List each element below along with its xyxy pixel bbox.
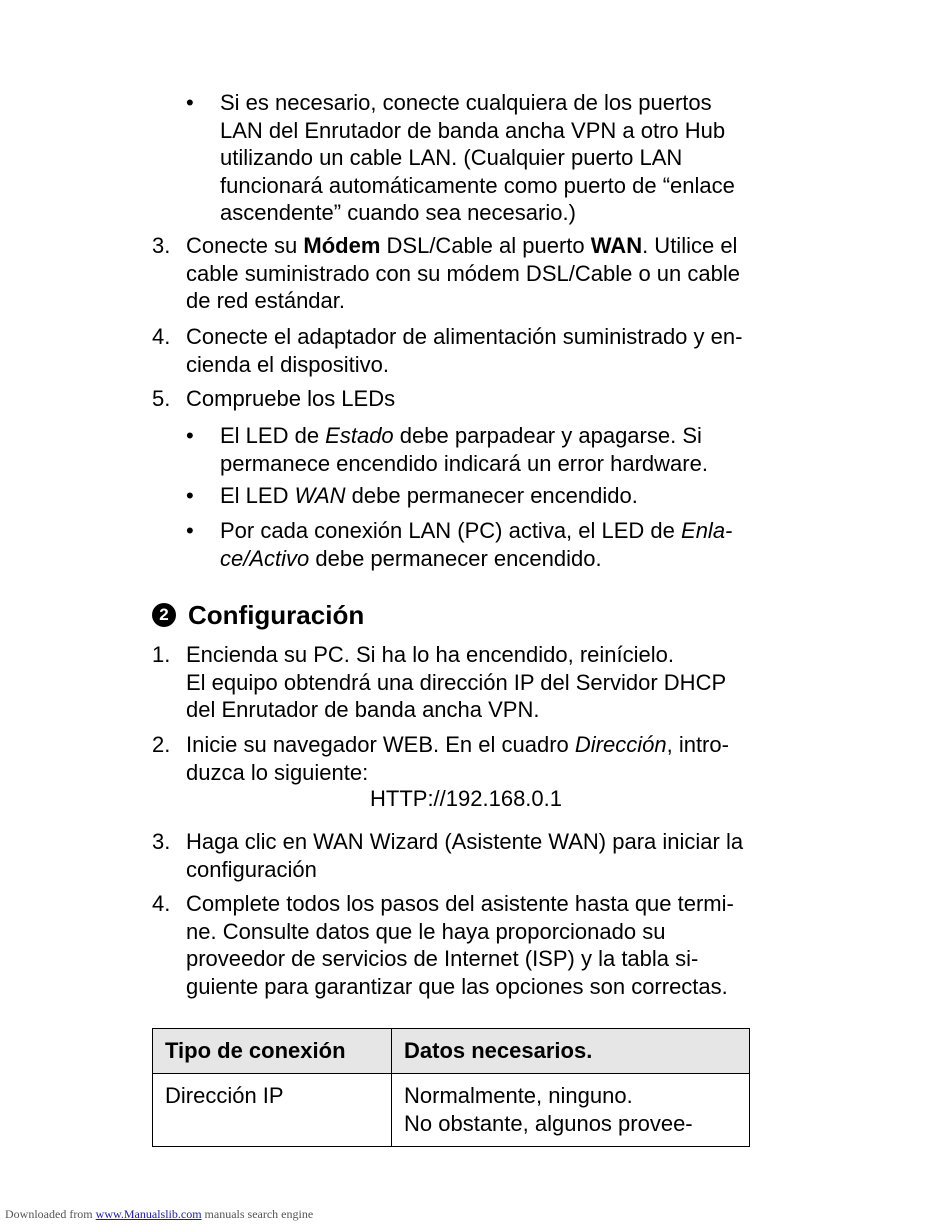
bullet-marker: • — [186, 518, 194, 543]
download-footer: Downloaded from www.Manualslib.com manuals search engine — [5, 1207, 314, 1221]
step-complete-wizard: Complete todos los pasos del asistente hasta que termi- ne. Consulte datos que le haya proporcionado su proveedor de servicios de Internet (ISP) y la tabla si- guiente para garantizar que las opciones son correctas. — [186, 891, 734, 999]
step-power-on-pc: Encienda su PC. Si ha lo ha encendido, reinícielo. El equipo obtendrá una dirección IP del Servidor DHCP del Enrutador de banda ancha VPN. — [186, 642, 727, 722]
section-heading — [152, 598, 364, 632]
table-header-row — [153, 1029, 750, 1074]
step-number: 1. — [152, 642, 171, 667]
cell-connection-type: Dirección IP — [153, 1074, 392, 1147]
step-open-browser: Inicie su navegador WEB. En el cuadro Dirección, intro- duzca lo siguiente: — [186, 732, 729, 785]
step-wan-wizard: Haga clic en WAN Wizard (Asistente WAN) para iniciar la configuración — [186, 829, 744, 882]
bullet-wan-led: El LED WAN debe permanecer encendido. — [220, 483, 638, 508]
step-check-leds: Compruebe los LEDs — [186, 386, 396, 411]
number-2-circle-icon: 2 — [152, 603, 176, 627]
step-number: 3. — [152, 829, 171, 854]
step-number: 2. — [152, 732, 171, 757]
step-number: 4. — [152, 891, 171, 916]
router-url: HTTP://192.168.0.1 — [370, 786, 562, 811]
bullet-link-led: Por cada conexión LAN (PC) activa, el LED de Enla- ce/Activo debe permanecer encendido. — [220, 518, 733, 571]
step-power-adapter: Conecte el adaptador de alimentación suministrado y en- cienda el dispositivo. — [186, 324, 743, 377]
manualslib-link[interactable]: www.Manualslib.com — [95, 1207, 202, 1221]
step-number: 3. — [152, 233, 171, 258]
bullet-status-led: El LED de Estado debe parpadear y apagarse. Si permanece encendido indicará un error hardware. — [220, 423, 708, 476]
bullet-marker: • — [186, 483, 194, 508]
step-connect-modem: Conecte su Módem DSL/Cable al puerto WAN. Utilice el cable suministrado con su módem DSL/Cable o un cable de red estándar. — [186, 233, 740, 313]
bullet-uplink-hub: Si es necesario, conecte cualquiera de los puertos LAN del Enrutador de banda ancha VPN a otro Hub utilizando un cable LAN. (Cualquier puerto LAN funcionará automáticamente como puerto de “enlace ascendente” cuando sea necesario.) — [220, 90, 735, 225]
step-number: 4. — [152, 324, 171, 349]
column-header-connection-type: Tipo de conexión — [153, 1029, 392, 1074]
connection-type-table — [152, 1028, 750, 1147]
section-title: Configuración — [188, 599, 365, 630]
cell-required-data: Normalmente, ninguno. No obstante, algunos provee- — [392, 1074, 750, 1147]
bullet-marker: • — [186, 423, 194, 448]
column-header-required-data: Datos necesarios. — [392, 1029, 750, 1074]
step-number: 5. — [152, 386, 171, 411]
table-row — [153, 1074, 750, 1147]
bullet-marker: • — [186, 90, 194, 115]
